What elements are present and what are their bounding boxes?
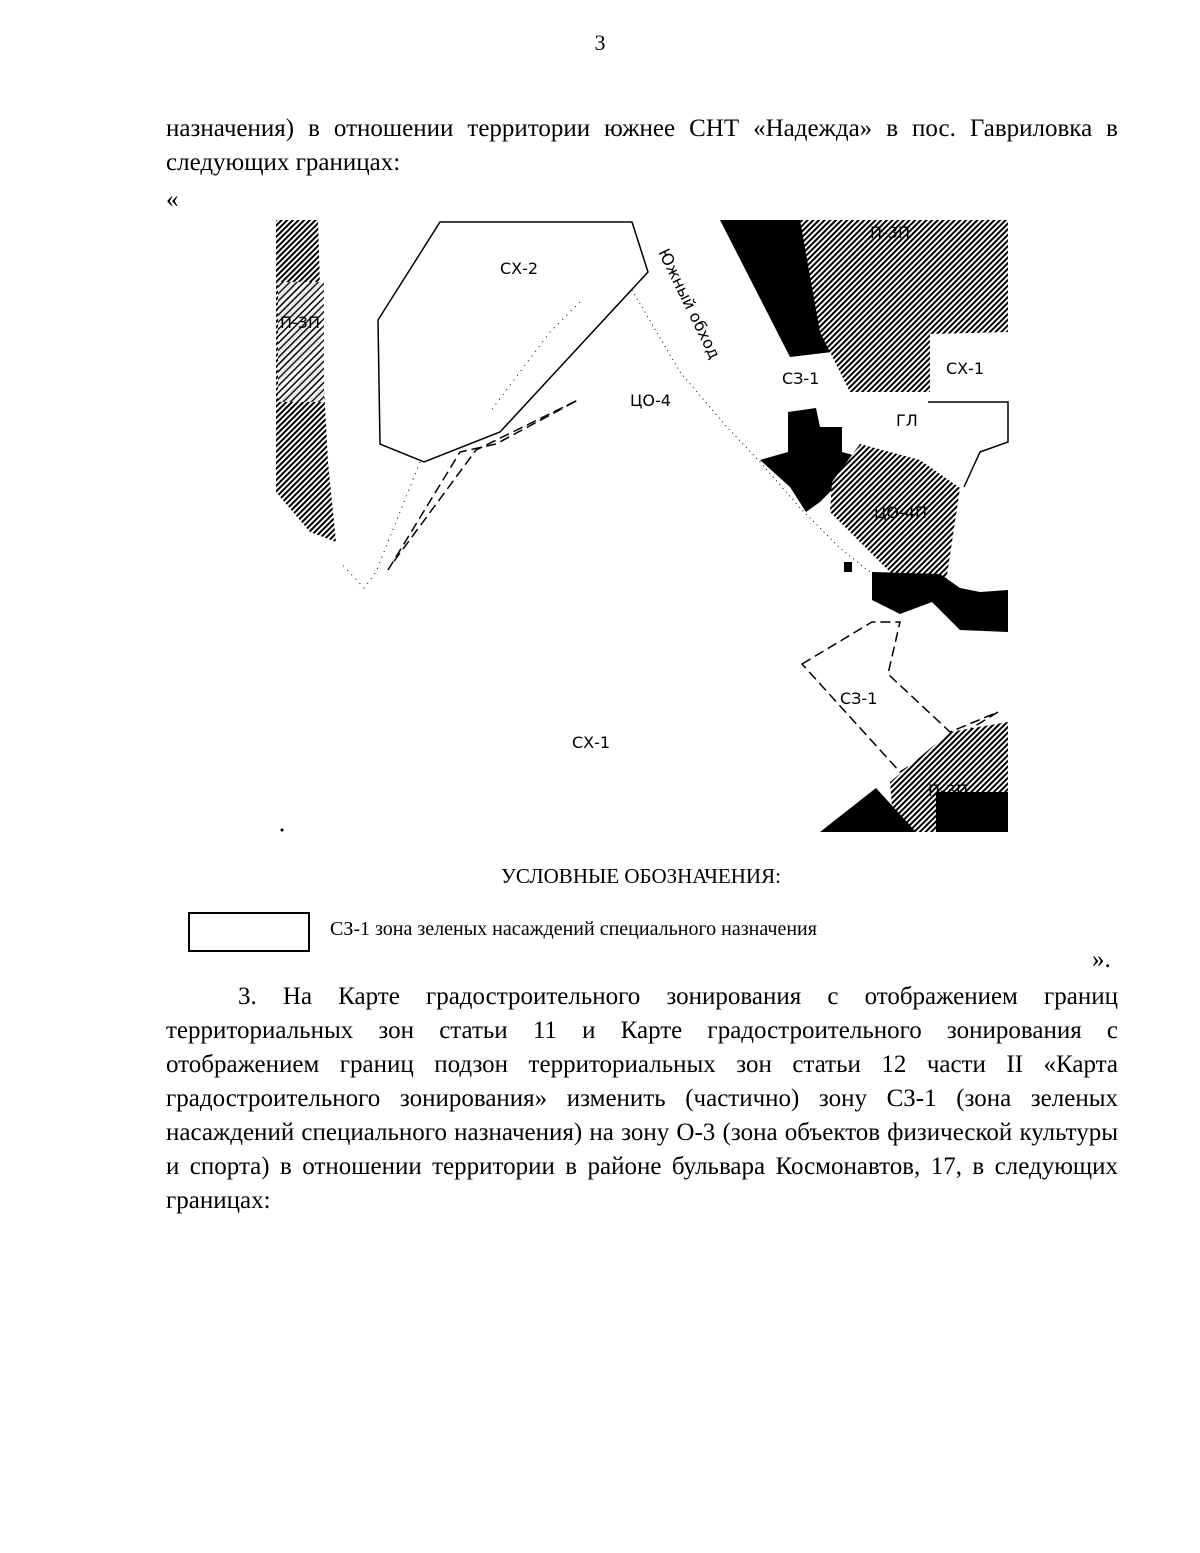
legend-item-text: СЗ-1 зона зеленых насаждений специального назначения (330, 918, 817, 940)
label-p3p-left: П-3П (280, 313, 321, 332)
label-co4p: ЦО-4П (874, 503, 927, 522)
road-dotted-lower (340, 462, 420, 588)
label-gl: ГЛ (896, 411, 918, 430)
close-quote: ». (1092, 946, 1111, 973)
open-quote: « (166, 186, 179, 213)
label-sz1-top: СЗ-1 (782, 369, 820, 388)
road-dotted-left (490, 302, 580, 412)
paragraph-3: 3. На Карте градостроительного зонирования с отображением границ территориальных зон статьи 11 и Карте градостроительного зонирования с отображением границ подзон территориальных зон статьи 12 части II «Карта градостроительного зонирования» изменить (частично) зону СЗ-1 (зона зеленых насаждений специального назначения) на зону О-3 (зона объектов физической культуры и спорта) в отношении территории в районе бульвара Космонавтов, 17, в следующих границах: (166, 983, 1118, 1214)
intro-paragraph: назначения) в отношении территории южнее СНТ «Надежда» в пос. Гавриловка в следующих границах: (166, 115, 1118, 176)
zone-black-small (844, 562, 852, 572)
label-co4: ЦО-4 (630, 391, 671, 410)
map-dot (281, 829, 284, 832)
boundary-dashed-center (388, 400, 578, 570)
zone-sx2-outline (378, 222, 648, 462)
label-road: Южный обход (654, 245, 725, 362)
label-sx1-main: СХ-1 (572, 733, 611, 752)
label-sx2: СХ-2 (500, 259, 539, 278)
zone-p3p-left-light (278, 282, 324, 402)
zone-black-lower (872, 572, 1008, 632)
zoning-map (260, 212, 1016, 840)
label-sz1-bottom: СЗ-1 (840, 689, 878, 708)
legend-title: УСЛОВНЫЕ ОБОЗНАЧЕНИЯ: (501, 864, 781, 888)
label-p3p-top: П-3П (870, 223, 911, 242)
page-number: 3 (594, 30, 606, 55)
label-sx1-right: СХ-1 (946, 359, 985, 378)
label-bottom-right: П-3П (928, 781, 969, 800)
legend-swatch-sz1 (188, 912, 310, 952)
